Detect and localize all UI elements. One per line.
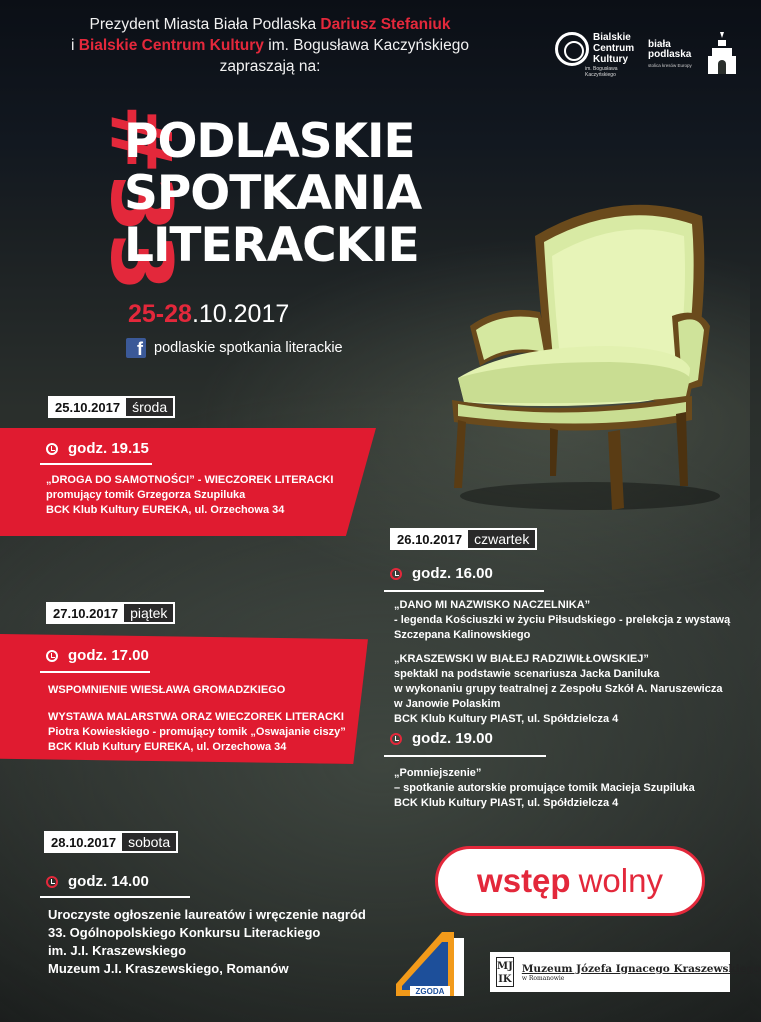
- event-detail-line: spektakl na podstawie scenariusza Jacka Daniluka: [394, 668, 660, 680]
- day-label-28: [44, 831, 178, 853]
- bck-logo-subtitle: im. Bogusława Kaczyńskiego: [585, 66, 618, 78]
- museum-mark: MJ IK: [496, 957, 514, 987]
- museum-logo-text: [522, 963, 761, 982]
- event-description-26-a: [394, 598, 730, 643]
- facebook-link[interactable]: [126, 338, 343, 358]
- museum-name: Muzeum Józefa Ignacego Kraszewskiego: [521, 962, 761, 975]
- dates-month-year: .10.2017: [191, 300, 290, 328]
- event-detail-line: im. J.I. Kraszewskiego: [48, 943, 187, 958]
- event-venue-line: BCK Klub Kultury EUREKA, ul. Orzechowa 34: [48, 741, 287, 753]
- time-text: godz. 17.00: [68, 647, 149, 664]
- divider: [384, 755, 546, 757]
- divider: [384, 590, 544, 592]
- clock-icon: [46, 443, 58, 455]
- dates-days: 25-28: [128, 300, 192, 328]
- title-line-2: SPOTKANIA: [124, 166, 422, 221]
- day-weekday: sobota: [122, 833, 176, 851]
- event-time-26-a: [390, 565, 493, 582]
- day-date: 26.10.2017: [392, 532, 468, 547]
- event-title-line: WYSTAWA MALARSTWA ORAZ WIECZOREK LITERACKI: [48, 711, 344, 723]
- event-detail-line: Szczepana Kalinowskiego: [394, 629, 531, 641]
- event-detail-line: Piotra Kowieskiego - promujący tomik „Oswajanie ciszy”: [48, 726, 346, 738]
- museum-place: w Romanowie: [521, 974, 565, 982]
- event-title-line: Uroczyste ogłoszenie laureatów i wręczenie nagród: [48, 907, 366, 922]
- biala-podlaska-logo: [648, 32, 740, 78]
- swirl-icon: [555, 32, 589, 66]
- event-detail-line: 33. Ogólnopolskiego Konkursu Literackiego: [48, 925, 321, 940]
- bck-logo: [555, 30, 635, 76]
- time-text: godz. 14.00: [68, 873, 149, 890]
- organizers-header: [0, 14, 540, 77]
- time-text: godz. 16.00: [412, 565, 493, 582]
- day-date: 25.10.2017: [50, 400, 126, 415]
- clock-icon: [46, 650, 58, 662]
- divider: [40, 896, 190, 898]
- event-title-line: WSPOMNIENIE WIESŁAWA GROMADZKIEGO: [48, 684, 286, 696]
- zgoda-logo-text: ZGODA: [415, 987, 445, 996]
- bp-logo-subtitle: stolica kresów Europy: [648, 63, 692, 68]
- free-entry-bold: wstęp: [477, 862, 571, 899]
- event-title-line: „KRASZEWSKI W BIAŁEJ RADZIWIŁŁOWSKIEJ”: [394, 653, 649, 665]
- divider: [40, 671, 150, 673]
- event-venue-line: BCK Klub Kultury PIAST, ul. Spółdzielcza 4: [394, 713, 619, 725]
- time-text: godz. 19.15: [68, 440, 149, 457]
- day-weekday: środa: [126, 398, 173, 416]
- edition-number-text: #33: [92, 104, 190, 292]
- event-description-25: [46, 473, 333, 518]
- bck-logo-text: Bialskie Centrum Kultury: [593, 32, 635, 65]
- organizer-name: Bialskie Centrum Kultury: [78, 37, 264, 54]
- title-line-1: PODLASKIE: [124, 114, 415, 169]
- event-heading-27: [48, 683, 285, 698]
- day-label-27: [46, 602, 175, 624]
- event-title: [124, 116, 421, 272]
- museum-logo: [490, 952, 761, 992]
- organizer-suffix: im. Bogusława Kaczyńskiego: [263, 37, 469, 54]
- zgoda-logo: [392, 928, 470, 1000]
- header-and: i: [71, 37, 79, 54]
- mayor-name: Dariusz Stefaniuk: [320, 16, 451, 33]
- title-line-3: LITERACKIE: [124, 218, 419, 273]
- event-dates: [128, 300, 289, 329]
- header-line-2: [0, 35, 540, 56]
- event-venue-line: BCK Klub Kultury EUREKA, ul. Orzechowa 34: [46, 504, 285, 516]
- day-weekday: piątek: [124, 604, 173, 622]
- day-weekday: czwartek: [468, 530, 535, 548]
- armchair-image: [440, 196, 720, 516]
- free-entry-badge: [435, 846, 705, 916]
- event-description-27: [48, 710, 346, 755]
- event-time-27: [46, 647, 149, 664]
- event-description-28: [48, 906, 366, 978]
- event-detail-line: promujący tomik Grzegorza Szupiluka: [46, 489, 246, 501]
- clock-icon: [390, 733, 402, 745]
- header-line-1: [0, 14, 540, 35]
- free-entry-light: wolny: [578, 862, 663, 899]
- event-description-26-c: [394, 766, 695, 811]
- event-detail-line: - legenda Kościuszki w życiu Piłsudskiego - prelekcja z wystawą: [394, 614, 731, 626]
- event-detail-line: – spotkanie autorskie promujące tomik Macieja Szupiluka: [394, 782, 695, 794]
- edition-number: [30, 104, 190, 292]
- event-time-25: [46, 440, 149, 457]
- event-time-26-b: [390, 730, 493, 747]
- castle-icon: [706, 32, 738, 76]
- event-title-line: „DANO MI NAZWISKO NACZELNIKA”: [394, 599, 591, 611]
- header-prefix: Prezydent Miasta Biała Podlaska: [89, 16, 321, 33]
- event-title-line: „DROGA DO SAMOTNOŚCI” - WIECZOREK LITERACKI: [46, 474, 334, 486]
- bp-logo-text: biała podlaska: [648, 39, 692, 60]
- clock-icon: [46, 876, 58, 888]
- time-text: godz. 19.00: [412, 730, 493, 747]
- clock-icon: [390, 568, 402, 580]
- day-label-26: [390, 528, 537, 550]
- event-time-28: [46, 873, 149, 890]
- event-description-26-b: [394, 652, 722, 727]
- day-date: 28.10.2017: [46, 835, 122, 850]
- header-line-3: zapraszają na:: [219, 58, 321, 75]
- facebook-page-name: podlaskie spotkania literackie: [154, 340, 343, 356]
- event-title-line: „Pomniejszenie”: [394, 767, 482, 779]
- divider: [40, 463, 152, 465]
- facebook-icon: [126, 338, 146, 358]
- event-venue-line: BCK Klub Kultury PIAST, ul. Spółdzielcza 4: [394, 797, 619, 809]
- day-label-25: [48, 396, 175, 418]
- event-detail-line: w Janowie Polaskim: [394, 698, 501, 710]
- event-venue-line: Muzeum J.I. Kraszewskiego, Romanów: [48, 961, 289, 976]
- day-date: 27.10.2017: [48, 606, 124, 621]
- event-detail-line: w wykonaniu grupy teatralnej z Zespołu Szkół A. Naruszewicza: [394, 683, 723, 695]
